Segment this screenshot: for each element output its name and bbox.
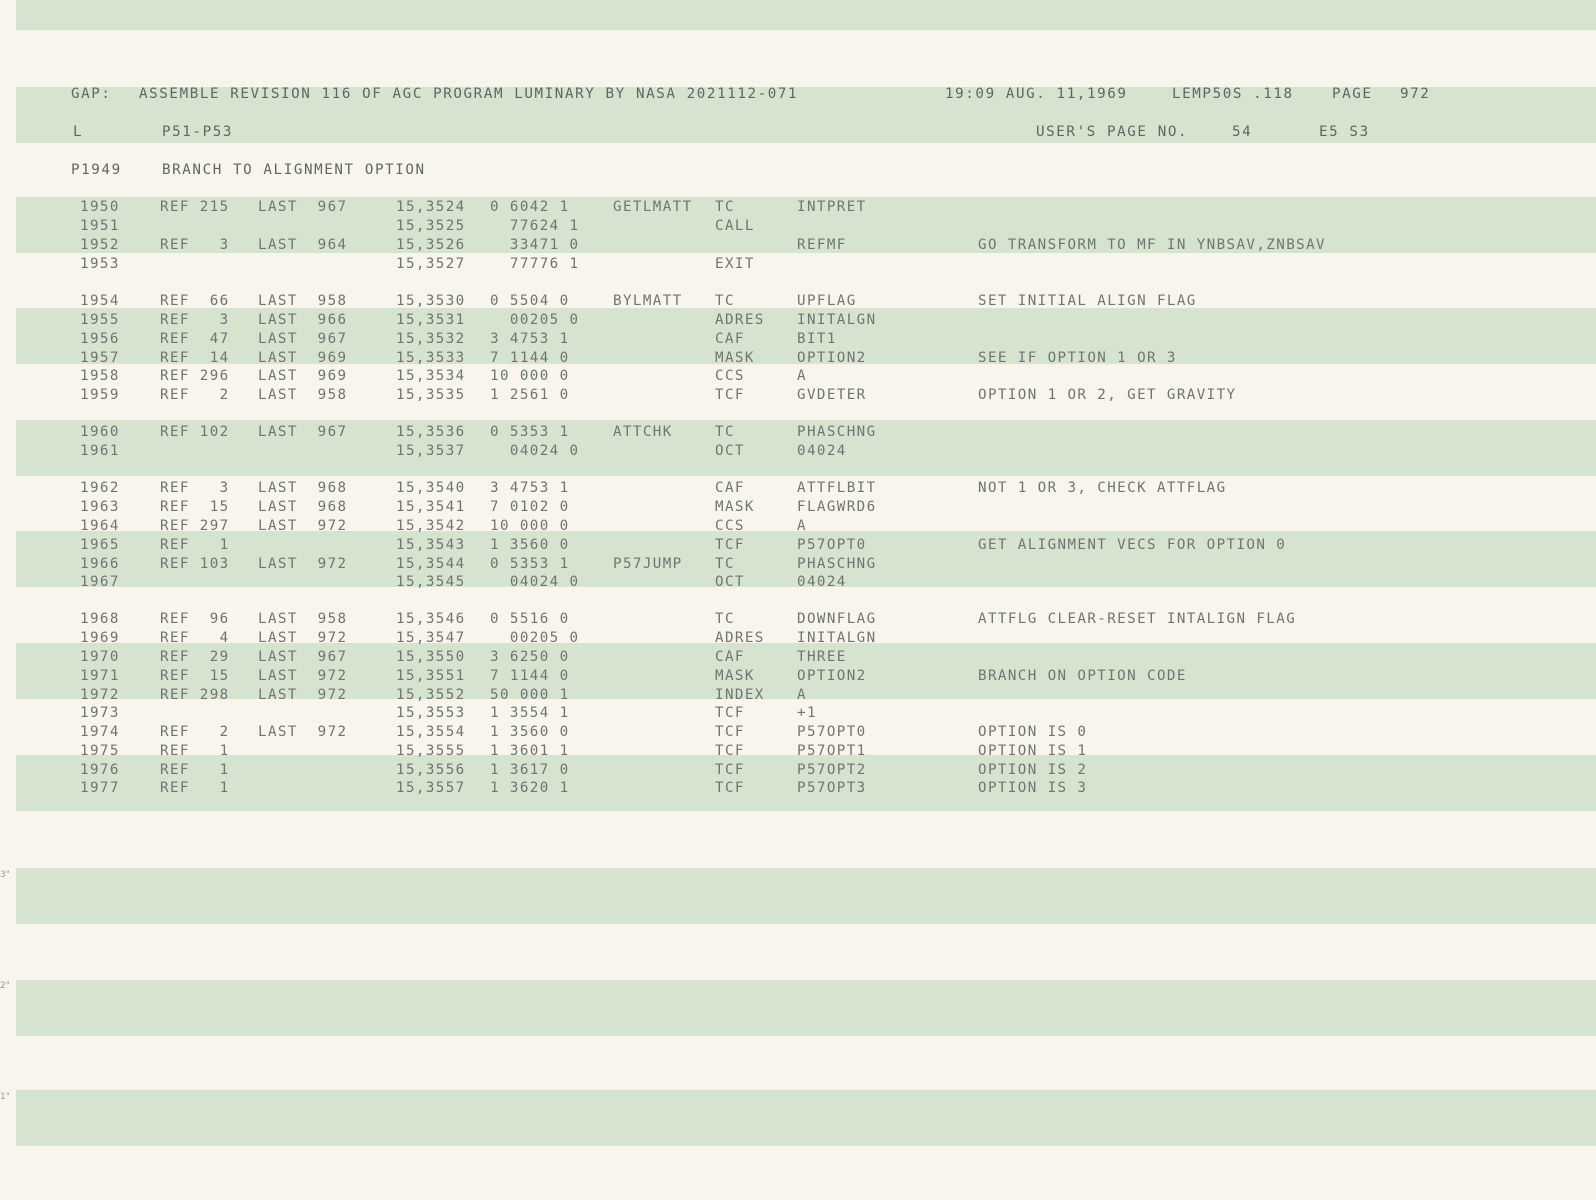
address: 15,3551 [396, 668, 466, 684]
last-ref: LAST 969 [258, 350, 348, 366]
address: 15,3542 [396, 518, 466, 534]
ref-count: REF 1 [160, 537, 230, 553]
comment: OPTION IS 1 [978, 743, 1088, 759]
line-number: 1953 [80, 256, 120, 272]
paper-band [16, 868, 1596, 924]
opcode: MASK [715, 350, 755, 366]
opcode: TCF [715, 705, 745, 721]
address: 15,3532 [396, 331, 466, 347]
gap-label: GAP: [71, 86, 112, 102]
last-ref: LAST 967 [258, 424, 348, 440]
opcode: TC [715, 611, 735, 627]
opcode: INDEX [715, 687, 765, 703]
users-page-label: USER'S PAGE NO. [1036, 124, 1189, 140]
users-page-number: 54 [1232, 124, 1253, 140]
operand: P57OPT0 [797, 537, 867, 553]
section-range: P51-P53 [162, 124, 233, 140]
address: 15,3544 [396, 556, 466, 572]
address: 15,3524 [396, 199, 466, 215]
machine-code: 00205 0 [490, 630, 580, 646]
comment: SET INITIAL ALIGN FLAG [978, 293, 1197, 309]
machine-code: 00205 0 [490, 312, 580, 328]
line-number: 1952 [80, 237, 120, 253]
comment: ATTFLG CLEAR-RESET INTALIGN FLAG [978, 611, 1297, 627]
operand: PHASCHNG [797, 424, 877, 440]
opcode: CCS [715, 368, 745, 384]
address: 15,3555 [396, 743, 466, 759]
address: 15,3527 [396, 256, 466, 272]
ref-count: REF 2 [160, 724, 230, 740]
listing-title: ASSEMBLE REVISION 116 OF AGC PROGRAM LUMINARY BY NASA 2021112-071 [139, 86, 799, 102]
address: 15,3552 [396, 687, 466, 703]
last-ref: LAST 967 [258, 331, 348, 347]
ref-count: REF 103 [160, 556, 230, 572]
address: 15,3556 [396, 762, 466, 778]
operand: P57OPT1 [797, 743, 867, 759]
operand: A [797, 518, 807, 534]
address: 15,3537 [396, 443, 466, 459]
margin-mark: 2" [0, 981, 10, 991]
comment: OPTION IS 0 [978, 724, 1088, 740]
address: 15,3554 [396, 724, 466, 740]
opcode: TCF [715, 743, 745, 759]
address: 15,3543 [396, 537, 466, 553]
line-number: 1958 [80, 368, 120, 384]
last-ref: LAST 972 [258, 724, 348, 740]
opcode: TC [715, 424, 735, 440]
operand: P57OPT2 [797, 762, 867, 778]
ref-count: REF 296 [160, 368, 230, 384]
address: 15,3531 [396, 312, 466, 328]
comment: OPTION 1 OR 2, GET GRAVITY [978, 387, 1237, 403]
machine-code: 33471 0 [490, 237, 580, 253]
ref-count: REF 102 [160, 424, 230, 440]
operand: ATTFLBIT [797, 480, 877, 496]
opcode: ADRES [715, 630, 765, 646]
last-ref: LAST 958 [258, 611, 348, 627]
address: 15,3545 [396, 574, 466, 590]
ref-count: REF 2 [160, 387, 230, 403]
ref-count: REF 298 [160, 687, 230, 703]
opcode: TC [715, 293, 735, 309]
address: 15,3536 [396, 424, 466, 440]
operand: BIT1 [797, 331, 837, 347]
paper-band [16, 1090, 1596, 1146]
opcode: TC [715, 556, 735, 572]
last-ref: LAST 958 [258, 387, 348, 403]
machine-code: 1 3617 0 [490, 762, 570, 778]
address: 15,3547 [396, 630, 466, 646]
ref-count: REF 3 [160, 237, 230, 253]
machine-code: 10 000 0 [490, 518, 570, 534]
opcode: TCF [715, 780, 745, 796]
line-number: 1972 [80, 687, 120, 703]
address: 15,3553 [396, 705, 466, 721]
line-number: 1969 [80, 630, 120, 646]
operand: INTPRET [797, 199, 867, 215]
opcode: MASK [715, 499, 755, 515]
line-number: 1970 [80, 649, 120, 665]
address: 15,3526 [396, 237, 466, 253]
operand: A [797, 687, 807, 703]
address: 15,3533 [396, 350, 466, 366]
machine-code: 1 2561 0 [490, 387, 570, 403]
last-ref: LAST 972 [258, 687, 348, 703]
operand: PHASCHNG [797, 556, 877, 572]
line-number: 1973 [80, 705, 120, 721]
ref-count: REF 15 [160, 499, 230, 515]
opcode: TCF [715, 387, 745, 403]
line-number: 1974 [80, 724, 120, 740]
ref-count: REF 47 [160, 331, 230, 347]
ref-count: REF 3 [160, 312, 230, 328]
machine-code: 1 3554 1 [490, 705, 570, 721]
line-number: 1977 [80, 780, 120, 796]
opcode: EXIT [715, 256, 755, 272]
opcode: CALL [715, 218, 755, 234]
comment: SEE IF OPTION 1 OR 3 [978, 350, 1177, 366]
line-number: 1976 [80, 762, 120, 778]
ref-count: REF 3 [160, 480, 230, 496]
margin-mark: 3" [0, 870, 10, 880]
opcode: TC [715, 199, 735, 215]
last-ref: LAST 969 [258, 368, 348, 384]
ref-count: REF 297 [160, 518, 230, 534]
line-number: 1965 [80, 537, 120, 553]
listing-code: L [73, 124, 84, 140]
line-number: 1960 [80, 424, 120, 440]
operand: REFMF [797, 237, 847, 253]
address: 15,3557 [396, 780, 466, 796]
machine-code: 1 3601 1 [490, 743, 570, 759]
machine-code: 3 4753 1 [490, 331, 570, 347]
last-ref: LAST 964 [258, 237, 348, 253]
operand: P57OPT3 [797, 780, 867, 796]
page-label: PAGE [1332, 86, 1373, 102]
run-id: LEMP50S .118 [1172, 86, 1294, 102]
ref-count: REF 1 [160, 762, 230, 778]
operand: OPTION2 [797, 668, 867, 684]
machine-code: 0 5353 1 [490, 424, 570, 440]
last-ref: LAST 972 [258, 518, 348, 534]
comment: GO TRANSFORM TO MF IN YNBSAV,ZNBSAV [978, 237, 1326, 253]
bank-ref: E5 S3 [1319, 124, 1370, 140]
machine-code: 1 3560 0 [490, 537, 570, 553]
opcode: CCS [715, 518, 745, 534]
operand: INITALGN [797, 312, 877, 328]
symbol-label: ATTCHK [613, 424, 673, 440]
paper-band [16, 0, 1596, 30]
ref-count: REF 15 [160, 668, 230, 684]
operand: OPTION2 [797, 350, 867, 366]
address: 15,3530 [396, 293, 466, 309]
address: 15,3535 [396, 387, 466, 403]
line-number: 1964 [80, 518, 120, 534]
ref-count: REF 96 [160, 611, 230, 627]
opcode: ADRES [715, 312, 765, 328]
machine-code: 1 3620 1 [490, 780, 570, 796]
opcode: CAF [715, 649, 745, 665]
section-line-number: P1949 [71, 162, 122, 178]
ref-count: REF 215 [160, 199, 230, 215]
address: 15,3541 [396, 499, 466, 515]
line-number: 1959 [80, 387, 120, 403]
opcode: MASK [715, 668, 755, 684]
operand: A [797, 368, 807, 384]
ref-count: REF 1 [160, 780, 230, 796]
margin-mark: 1" [0, 1092, 10, 1102]
paper-band [16, 980, 1596, 1036]
line-number: 1954 [80, 293, 120, 309]
line-number: 1967 [80, 574, 120, 590]
comment: NOT 1 OR 3, CHECK ATTFLAG [978, 480, 1227, 496]
machine-code: 7 1144 0 [490, 668, 570, 684]
line-number: 1956 [80, 331, 120, 347]
machine-code: 77624 1 [490, 218, 580, 234]
line-number: 1957 [80, 350, 120, 366]
symbol-label: GETLMATT [613, 199, 693, 215]
line-number: 1963 [80, 499, 120, 515]
opcode: OCT [715, 574, 745, 590]
last-ref: LAST 968 [258, 499, 348, 515]
comment: OPTION IS 3 [978, 780, 1088, 796]
line-number: 1962 [80, 480, 120, 496]
machine-code: 0 5516 0 [490, 611, 570, 627]
machine-code: 7 0102 0 [490, 499, 570, 515]
machine-code: 10 000 0 [490, 368, 570, 384]
line-number: 1975 [80, 743, 120, 759]
comment: OPTION IS 2 [978, 762, 1088, 778]
comment: GET ALIGNMENT VECS FOR OPTION 0 [978, 537, 1287, 553]
machine-code: 3 6250 0 [490, 649, 570, 665]
ref-count: REF 29 [160, 649, 230, 665]
opcode: CAF [715, 331, 745, 347]
operand: +1 [797, 705, 817, 721]
line-number: 1961 [80, 443, 120, 459]
opcode: TCF [715, 724, 745, 740]
operand: 04024 [797, 443, 847, 459]
line-number: 1951 [80, 218, 120, 234]
symbol-label: BYLMATT [613, 293, 683, 309]
comment: BRANCH ON OPTION CODE [978, 668, 1187, 684]
opcode: OCT [715, 443, 745, 459]
operand: INITALGN [797, 630, 877, 646]
section-title-text: BRANCH TO ALIGNMENT OPTION [162, 162, 426, 178]
last-ref: LAST 967 [258, 199, 348, 215]
address: 15,3534 [396, 368, 466, 384]
last-ref: LAST 968 [258, 480, 348, 496]
page-number: 972 [1400, 86, 1431, 102]
opcode: CAF [715, 480, 745, 496]
opcode: TCF [715, 762, 745, 778]
machine-code: 04024 0 [490, 443, 580, 459]
last-ref: LAST 967 [258, 649, 348, 665]
timestamp: 19:09 AUG. 11,1969 [945, 86, 1128, 102]
address: 15,3540 [396, 480, 466, 496]
address: 15,3525 [396, 218, 466, 234]
ref-count: REF 4 [160, 630, 230, 646]
operand: 04024 [797, 574, 847, 590]
ref-count: REF 1 [160, 743, 230, 759]
ref-count: REF 14 [160, 350, 230, 366]
operand: DOWNFLAG [797, 611, 877, 627]
operand: UPFLAG [797, 293, 857, 309]
machine-code: 0 6042 1 [490, 199, 570, 215]
machine-code: 1 3560 0 [490, 724, 570, 740]
line-number: 1971 [80, 668, 120, 684]
operand: GVDETER [797, 387, 867, 403]
line-number: 1968 [80, 611, 120, 627]
last-ref: LAST 958 [258, 293, 348, 309]
operand: THREE [797, 649, 847, 665]
operand: FLAGWRD6 [797, 499, 877, 515]
last-ref: LAST 972 [258, 556, 348, 572]
line-number: 1955 [80, 312, 120, 328]
machine-code: 7 1144 0 [490, 350, 570, 366]
address: 15,3546 [396, 611, 466, 627]
machine-code: 77776 1 [490, 256, 580, 272]
line-number: 1966 [80, 556, 120, 572]
line-number: 1950 [80, 199, 120, 215]
machine-code: 50 000 1 [490, 687, 570, 703]
ref-count: REF 66 [160, 293, 230, 309]
operand: P57OPT0 [797, 724, 867, 740]
last-ref: LAST 966 [258, 312, 348, 328]
symbol-label: P57JUMP [613, 556, 683, 572]
machine-code: 0 5504 0 [490, 293, 570, 309]
opcode: TCF [715, 537, 745, 553]
last-ref: LAST 972 [258, 630, 348, 646]
last-ref: LAST 972 [258, 668, 348, 684]
address: 15,3550 [396, 649, 466, 665]
machine-code: 3 4753 1 [490, 480, 570, 496]
machine-code: 04024 0 [490, 574, 580, 590]
machine-code: 0 5353 1 [490, 556, 570, 572]
